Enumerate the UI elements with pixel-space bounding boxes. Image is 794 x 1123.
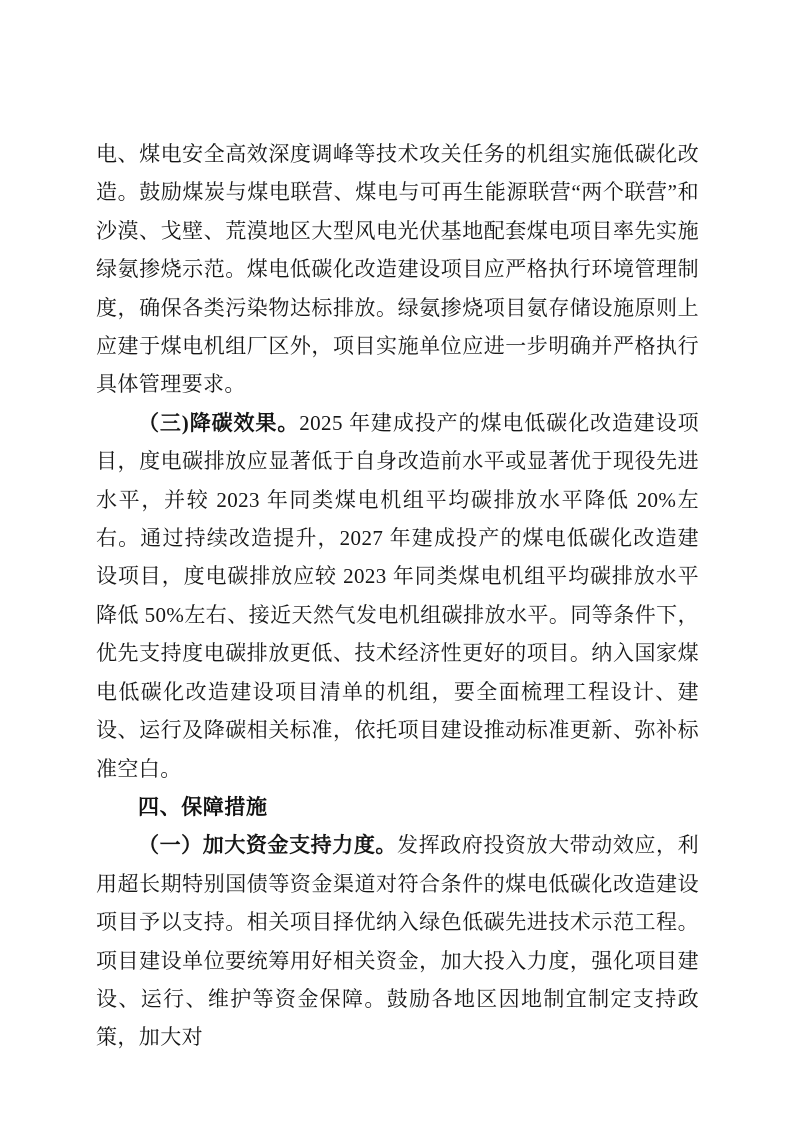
document-body [96,135,699,1057]
paragraph-text: 发挥政府投资放大带动效应，利用超长期特别国债等资金渠道对符合条件的煤电低碳化改造建设项目予以支持。相关项目择优纳入绿色低碳先进技术示范工程。项目建设单位要统筹用好相关资金，加大投入力度，强化项目建设、运行、维护等资金保障。鼓励各地区因地制宜制定支持政策，加大对 [96,833,699,1050]
paragraph-carbon-reduction-effect [96,404,699,788]
paragraph-text: 电、煤电安全高效深度调峰等技术攻关任务的机组实施低碳化改造。鼓励煤炭与煤电联营、煤电与可再生能源联营“两个联营”和沙漠、戈壁、荒漠地区大型风电光伏基地配套煤电项目率先实施绿氨掺烧示范。煤电低碳化改造建设项目应严格执行环境管理制度，确保各类污染物达标排放。绿氨掺烧项目氨存储设施原则上应建于煤电机组厂区外，项目实施单位应进一步明确并严格执行具体管理要求。 [96,142,699,397]
paragraph-continuation [96,135,699,404]
paragraph-lead-label: （三)降碳效果。 [138,410,300,435]
paragraph-lead-label: （一）加大资金支持力度。 [138,833,397,858]
paragraph-text: 2025 年建成投产的煤电低碳化改造建设项目，度电碳排放应显著低于自身改造前水平或显著优于现役先进水平，并较 2023 年同类煤电机组平均碳排放水平降低 20%左右。通过持续改造提升，2027 年建成投产的煤电低碳化改造建设项目，度电碳排放应较 2023 年同类煤电机组平均碳排放水平降低 50%左右、接近天然气发电机组碳排放水平。同等条件下，优先支持度电碳排放更低、技术经济性更好的项目。纳入国家煤电低碳化改造建设项目清单的机组，要全面梳理工程设计、建设、运行及降碳相关标准，依托项目建设推动标准更新、弥补标准空白。 [96,410,699,781]
paragraph-funding-support [96,826,699,1056]
section-heading-safeguard-measures: 四、保障措施 [138,794,268,819]
